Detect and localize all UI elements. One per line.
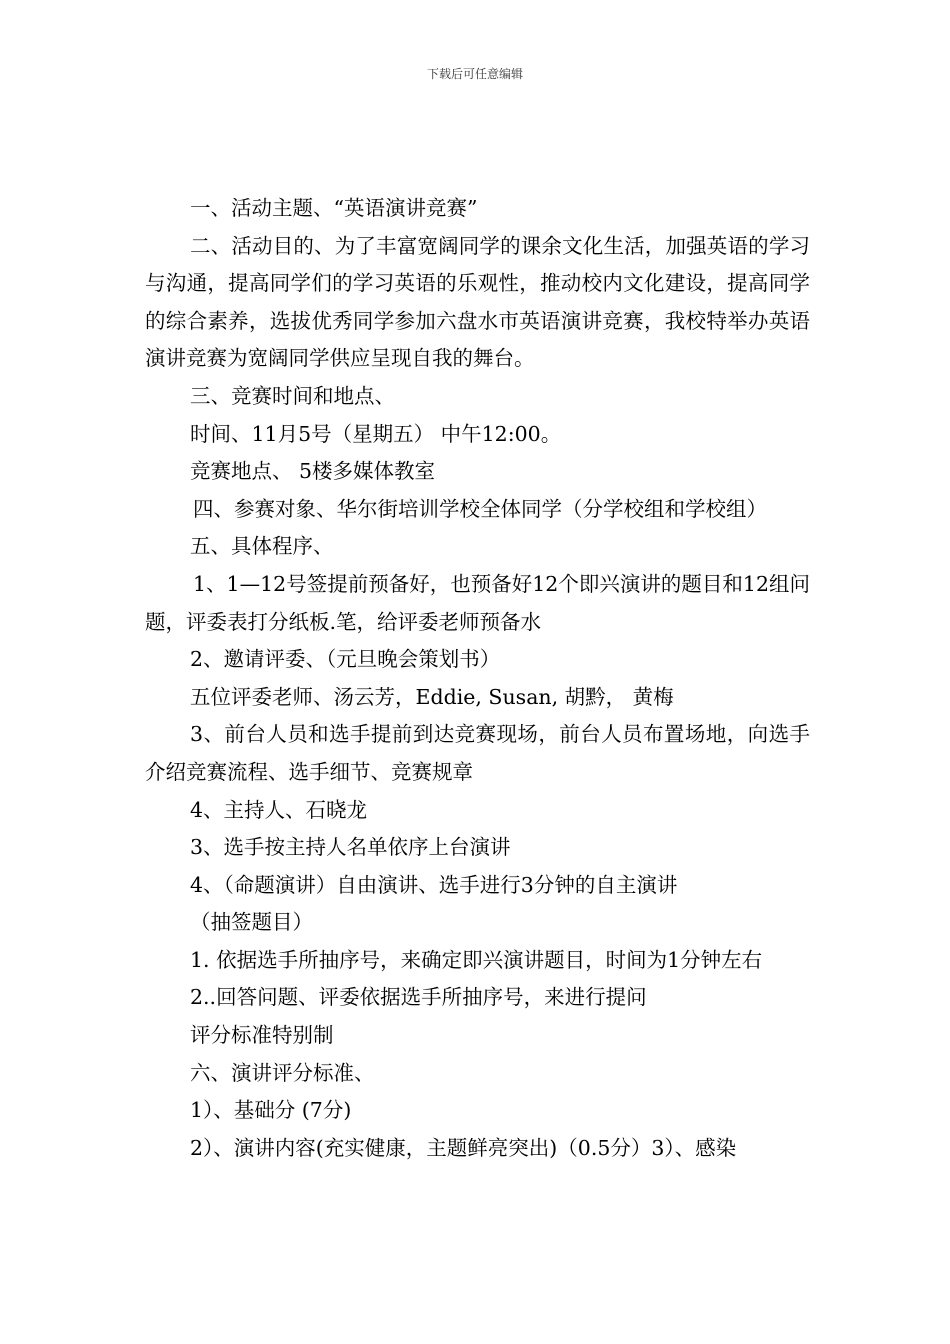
paragraph-procedure-1: 1、1—12号签提前预备好，也预备好12个即兴演讲的题目和12组问题，评委表打分纸板.笔，给评委老师预备水 bbox=[145, 571, 810, 634]
paragraph-procedure-heading: 五、具体程序、 bbox=[190, 534, 334, 559]
paragraph-base-score: 1）、基础分 (7分) bbox=[190, 1098, 352, 1123]
document-body bbox=[145, 190, 810, 1167]
paragraph-participants: 四、参赛对象、华尔街培训学校全体同学（分学校组和学校组） bbox=[193, 496, 767, 521]
paragraph-questions: 2..回答问题、评委依据选手所抽序号，来进行提问 bbox=[190, 985, 647, 1010]
page-header-note: 下载后可任意编辑 bbox=[426, 67, 523, 81]
paragraph-theme: 一、活动主题、“英语演讲竞赛” bbox=[190, 196, 478, 220]
paragraph-time-location-heading: 三、竞赛时间和地点、 bbox=[190, 383, 395, 408]
paragraph-procedure-2: 2、邀请评委、（元旦晚会策划书） bbox=[190, 647, 501, 672]
paragraph-procedure-3: 3、前台人员和选手提前到达竞赛现场，前台人员布置场地，向选手介绍竞赛流程、选手细节、竞赛规章 bbox=[145, 722, 810, 784]
paragraph-free-speech: 4、（命题演讲）自由演讲、选手进行3分钟的自主演讲 bbox=[190, 872, 678, 897]
paragraph-impromptu: 1. 依据选手所抽序号，来确定即兴演讲题目，时间为1分钟左右 bbox=[190, 947, 763, 972]
paragraph-host: 4、主持人、石晓龙 bbox=[190, 797, 368, 822]
paragraph-location: 竞赛地点、 5楼多媒体教室 bbox=[190, 459, 436, 484]
paragraph-order: 3、选手按主持人名单依序上台演讲 bbox=[190, 835, 511, 860]
paragraph-content-score: 2）、演讲内容(充实健康，主题鲜亮突出)（0.5分）3）、感染 bbox=[190, 1135, 737, 1160]
paragraph-purpose: 二、活动目的、为了丰富宽阔同学的课余文化生活，加强英语的学习与沟通，提高同学们的学习英语的乐观性，推动校内文化建设，提高同学的综合素养，选拔优秀同学参加六盘水市英语演讲竞赛，我校特举办英语演讲竞赛为宽阔同学供应呈现自我的舞台。 bbox=[145, 233, 810, 371]
paragraph-scoring-special: 评分标准特别制 bbox=[190, 1023, 334, 1048]
paragraph-scoring-heading: 六、演讲评分标准、 bbox=[190, 1060, 375, 1085]
paragraph-draw-topics: （抽签题目） bbox=[190, 910, 313, 935]
paragraph-time: 时间、11月5号（星期五） 中午12:00。 bbox=[190, 421, 562, 446]
paragraph-judges: 五位评委老师、汤云芳，Eddie, Susan, 胡黔， 黄梅 bbox=[190, 684, 674, 709]
